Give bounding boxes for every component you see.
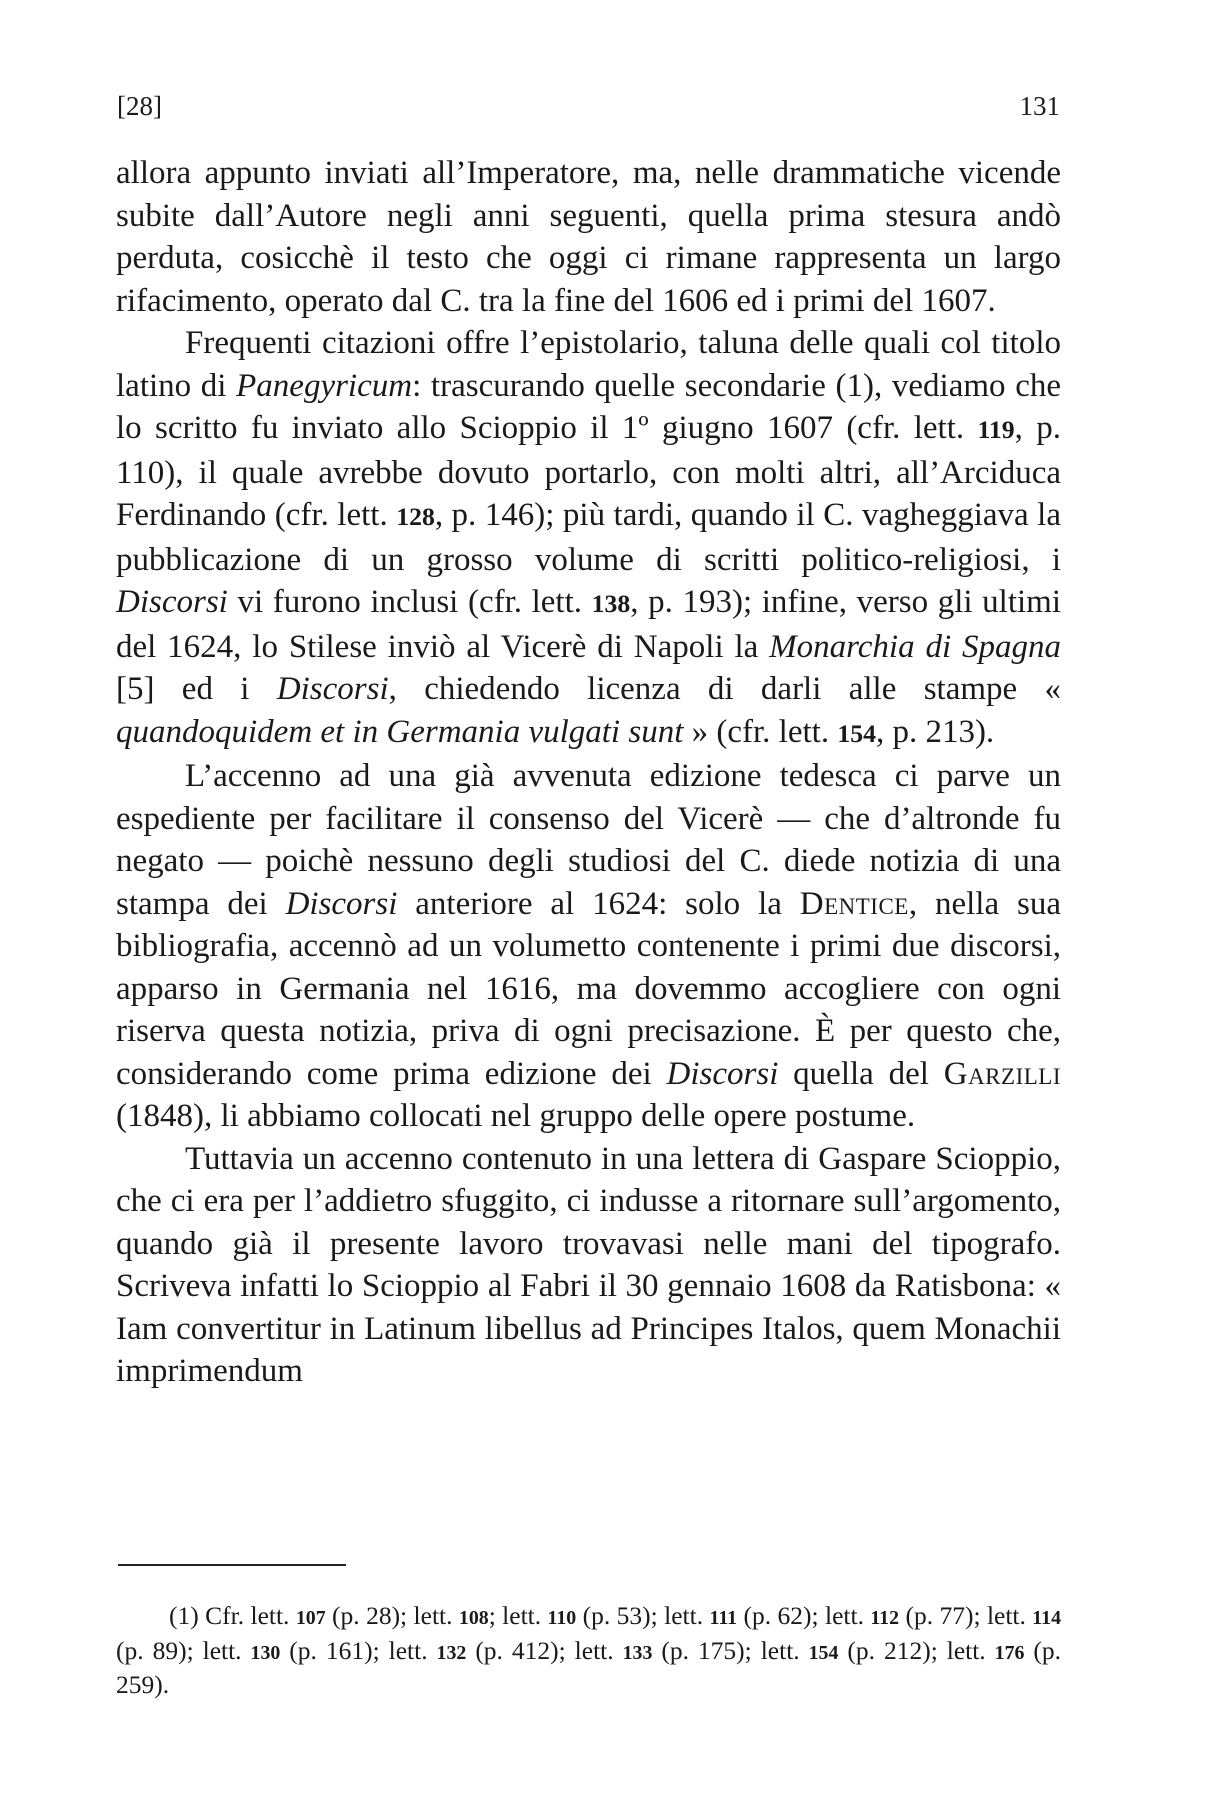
text-run: Frequenti citazioni offre l’epistolario, taluna delle quali col titolo latino di bbox=[116, 325, 1061, 404]
text-run: , p. 110), il quale avrebbe dovuto portarlo, con molti altri, all’Arciduca Ferdinando (cfr. lett. bbox=[116, 410, 1061, 533]
text-run: : trascurando quelle secondarie (1), vediamo che lo scritto fu inviato allo Scioppio il 1º giugno 1607 (cfr. lett. bbox=[116, 367, 1061, 446]
letter-number: 154 bbox=[837, 718, 876, 748]
text-run: , p. 213). bbox=[875, 713, 995, 750]
italic-quote: quandoquidem et in Germania vulgati sunt bbox=[116, 713, 684, 750]
letter-number: 128 bbox=[396, 502, 435, 531]
text-run: quella del bbox=[778, 1055, 944, 1092]
text-run: (p. 77); lett. bbox=[899, 1601, 1033, 1630]
text-run: (p. 161); lett. bbox=[280, 1635, 437, 1665]
letter-number: 114 bbox=[1032, 1607, 1062, 1629]
letter-number: 138 bbox=[591, 589, 631, 618]
letter-number: 108 bbox=[458, 1607, 489, 1629]
letter-number: 176 bbox=[994, 1641, 1025, 1664]
text-run: (1) Cfr. lett. bbox=[169, 1601, 296, 1630]
footnote bbox=[116, 1600, 1061, 1702]
text-run: (p. 175); lett. bbox=[652, 1635, 809, 1665]
letter-number: 133 bbox=[622, 1641, 653, 1664]
letter-number: 107 bbox=[295, 1607, 326, 1629]
italic-title: Monarchia di Spagna bbox=[769, 628, 1061, 665]
body-text bbox=[116, 152, 1061, 1393]
paragraph-3 bbox=[116, 755, 1061, 1138]
letter-number: 154 bbox=[808, 1641, 839, 1664]
letter-number: 130 bbox=[250, 1641, 281, 1664]
text-run: (p. 89); lett. bbox=[116, 1635, 251, 1665]
paragraph-1: allora appunto inviati all’Imperatore, ma, nelle drammatiche vicende subite dall’Autore negli anni seguenti, quella prima stesura andò perduta, cosicchè il testo che oggi ci rimane rappresenta un largo rifacimento, operato dal C. tra la fine del 1606 ed i primi del 1607. bbox=[116, 155, 1061, 319]
page-number: 131 bbox=[1019, 91, 1060, 121]
author-name: Garzilli bbox=[943, 1055, 1061, 1092]
italic-title: Discorsi bbox=[285, 885, 398, 922]
text-run: vi furono inclusi (cfr. lett. bbox=[227, 584, 592, 620]
text-run: ; lett. bbox=[488, 1601, 548, 1630]
letter-number: 110 bbox=[547, 1607, 577, 1629]
text-run: , p. 193); infine, verso gli ultimi del 1624, lo Stilese inviò al Vicerè di Napoli la bbox=[116, 584, 1061, 665]
page-header bbox=[117, 90, 1060, 122]
text-run: , p. 146); più tardi, quando il C. vagheggiava la pubblicazione di un grosso volume di scritti politico-religiosi, i bbox=[116, 497, 1061, 578]
text-run: (1848), li abbiamo collocati nel gruppo delle opere postume. bbox=[116, 1098, 916, 1134]
italic-title: Discorsi bbox=[666, 1055, 779, 1092]
text-run: » (cfr. lett. bbox=[683, 713, 838, 750]
letter-number: 112 bbox=[870, 1607, 900, 1629]
paragraph-4: Tuttavia un accenno contenuto in una lettera di Gaspare Scioppio, che ci era per l’addietro sfuggito, ci indusse a ritornare sull’argomento, quando già il presente lavoro trovavasi nelle mani del tipografo. Scriveva infatti lo Scioppio al Fabri il 30 gennaio 1608 da Ratisbona: « Iam convertitur in Latinum libellus ad Principes Italos, quem Monachii imprimendum bbox=[116, 1140, 1061, 1389]
text-run: anteriore al 1624: solo la bbox=[397, 885, 800, 922]
text-run: [5] ed i bbox=[116, 671, 277, 707]
text-run: (p. 259). bbox=[116, 1635, 1062, 1699]
footnote-divider bbox=[118, 1564, 346, 1566]
author-name: Dentice bbox=[799, 885, 909, 922]
letter-number: 111 bbox=[709, 1607, 738, 1629]
text-run: , nella sua bibliografia, accennò ad un volumetto contenente i primi due discorsi, apparso in Germania nel 1616, ma dovemmo accogliere con ogni riserva questa notizia, priva di ogni precisazione. È per questo che, considerando come prima edizione dei bbox=[116, 885, 1061, 1092]
text-run: L’accenno ad una già avvenuta edizione tedesca ci parve un espediente per facilitare il consenso del Vicerè — che d’altronde fu negato — poichè nessuno degli studiosi del C. diede notizia di una stampa dei bbox=[116, 758, 1061, 922]
text-run: (p. 412); lett. bbox=[466, 1635, 623, 1665]
text-run: (p. 62); lett. bbox=[737, 1601, 871, 1630]
text-run: (p. 53); lett. bbox=[576, 1601, 710, 1630]
text-run: (p. 212); lett. bbox=[838, 1635, 995, 1665]
italic-title: Discorsi bbox=[116, 584, 228, 620]
letter-number: 119 bbox=[977, 415, 1015, 444]
footnote-1 bbox=[116, 1600, 1061, 1702]
section-bracket-number: [28] bbox=[117, 91, 162, 121]
italic-title: Discorsi bbox=[276, 671, 389, 707]
letter-number: 132 bbox=[436, 1641, 467, 1664]
text-run: , chiedendo licenza di darli alle stampe « bbox=[388, 671, 1062, 707]
text-run: (p. 28); lett. bbox=[325, 1601, 459, 1630]
italic-title: Panegyricum bbox=[236, 367, 413, 404]
paragraph-2 bbox=[116, 322, 1061, 755]
